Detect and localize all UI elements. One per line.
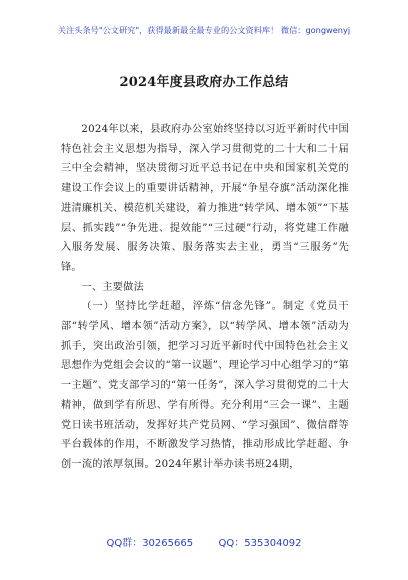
contact-footer — [0, 534, 408, 549]
section-heading: 一、主要做法 — [81, 281, 145, 293]
document-title: 2024年度县政府办工作总结 — [119, 75, 289, 90]
section-paragraph: （一）坚持比学赶超，淬炼“信念先锋”。制定《党员干部“转学风、增本领”活动方案》，以“转学风、增本领”活动为抓手，突出政治引领，把学习习近平新时代中国特色社会主义思想作为党组会会议的“第一议题”、理论学习中心组学习的“第一主题”、党支部学习的“第一任务”，深入学习贯彻党的二十大精神，做到学有所思、学有所得。充分利用“三会一课”、主题党日读书班活动，发挥好共产党员网、“学习强国”、微信群等平台载体的作用，不断激发学习热情，推动形成比学赶超、争创一流的浓厚氛围。2024年累计举办读书班24期， — [61, 301, 349, 470]
qq-number-label: QQ：535304092 — [218, 538, 302, 549]
promo-banner: 关注头条号"公文研究"，获得最新最全最专业的公文资料库！ 微信：gongwenyj — [57, 25, 351, 35]
document-body — [61, 120, 349, 475]
intro-paragraph: 2024年以来，县政府办公室始终坚持以习近平新时代中国特色社会主义思想为指导，深入学习贯彻党的二十大和二十届三中全会精神，坚决贯彻习近平总书记在中央和国家机关党的建设工作会议上的重要讲话精神，开展“争星夺旗”活动深化推进清廉机关、模范机关建设，着力推进“转学风、增本领”“下基层、抓实践”“争先进、提效能”“三过硬”行动，将党建工作融入服务发展、服务决策、服务落实去主业，勇当“三服务”先锋。 — [61, 124, 349, 273]
qq-group-label: QQ群：30265665 — [106, 538, 194, 549]
